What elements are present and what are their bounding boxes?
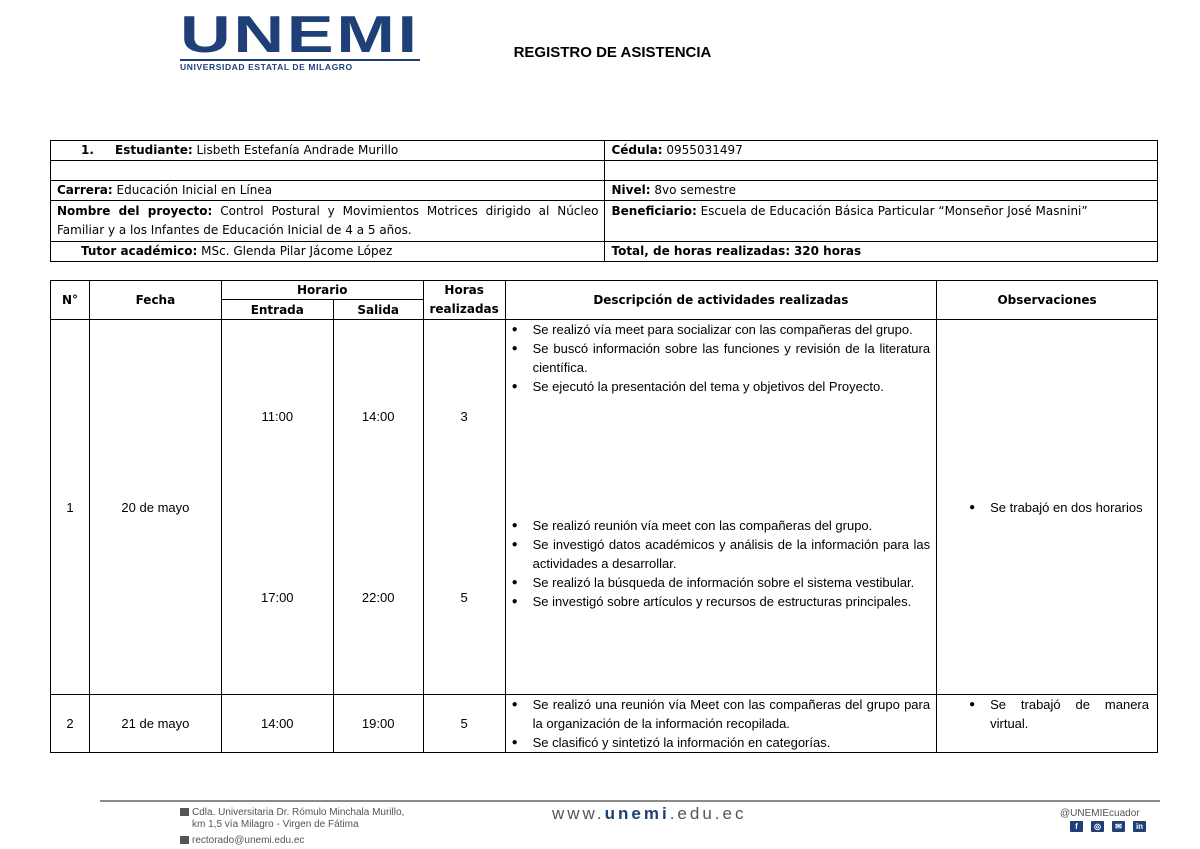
activity-list — [506, 516, 930, 611]
entry-time: 11:00 — [261, 408, 294, 424]
list-item: ● Se trabajó de manera virtual. — [963, 695, 1149, 733]
col-header-hours: Horas realizadas — [423, 281, 505, 320]
row-date: 20 de mayo — [89, 320, 221, 695]
logo-wordmark: UNEMI — [180, 6, 420, 64]
activity-list — [506, 695, 930, 752]
student-info-table — [50, 140, 1158, 262]
total-hours-label: Total, de horas realizadas: — [611, 244, 791, 258]
list-item: ● Se realizó una reunión vía Meet con las compañeras del grupo para la organización de la información recopilada. — [506, 695, 930, 733]
list-item: ● Se investigó datos académicos y análisis de la información para las actividades a desarrollar. — [506, 535, 930, 573]
observation-list — [963, 695, 1149, 733]
address-line-1: Cdla. Universitaria Dr. Rómulo Minchala Murillo, — [192, 807, 405, 818]
tutor-cell — [51, 242, 605, 262]
beneficiary-label: Beneficiario: — [611, 204, 697, 218]
facebook-icon[interactable]: f — [1070, 821, 1083, 832]
document-title: REGISTRO DE ASISTENCIA — [513, 44, 712, 61]
instagram-icon[interactable]: ◎ — [1091, 821, 1104, 832]
col-header-entry: Entrada — [221, 300, 333, 320]
id-value: 0955031497 — [666, 143, 743, 157]
row-num: 1 — [51, 320, 90, 695]
col-header-observations: Observaciones — [937, 281, 1158, 320]
list-item: ● Se ejecutó la presentación del tema y objetivos del Proyecto. — [506, 377, 930, 396]
student-number: 1. — [81, 143, 94, 157]
level-label: Nivel: — [611, 183, 651, 197]
list-item: ● Se trabajó en dos horarios — [963, 498, 1149, 517]
col-header-date: Fecha — [89, 281, 221, 320]
level-cell — [605, 181, 1158, 201]
hours-value: 5 — [460, 589, 468, 605]
col-header-num: N° — [51, 281, 90, 320]
col-header-exit: Salida — [333, 300, 423, 320]
row-description — [505, 320, 936, 695]
table-row — [51, 695, 1158, 753]
total-hours-value: 320 horas — [793, 244, 862, 258]
career-cell — [51, 181, 605, 201]
tutor-value: MSc. Glenda Pilar Jácome López — [201, 244, 393, 258]
list-item: ● Se clasificó y sintetizó la información en categorías. — [506, 733, 930, 752]
student-label: Estudiante: — [115, 143, 193, 157]
tutor-label: Tutor académico: — [81, 244, 198, 258]
hours-value: 5 — [423, 695, 505, 753]
footer-social — [1060, 808, 1146, 832]
student-cell — [51, 141, 605, 161]
mail-icon — [180, 836, 189, 844]
table-row — [51, 320, 1158, 695]
list-item: ● Se realizó reunión vía meet con las compañeras del grupo. — [506, 516, 930, 535]
exit-time: 14:00 — [361, 408, 395, 424]
career-value: Educación Inicial en Línea — [116, 183, 273, 197]
entry-time: 17:00 — [261, 589, 294, 605]
location-icon — [180, 808, 189, 816]
footer-website[interactable] — [552, 804, 746, 824]
empty-cell — [605, 161, 1158, 181]
activity-list — [506, 320, 930, 396]
col-header-schedule: Horario — [221, 281, 423, 300]
list-item: ● Se realizó vía meet para socializar con las compañeras del grupo. — [506, 320, 930, 339]
web-suffix: .edu.ec — [669, 804, 747, 823]
web-prefix: www. — [552, 804, 605, 823]
social-handle: @UNEMIEcuador — [1060, 808, 1140, 819]
row-hours-cell — [423, 320, 505, 695]
exit-time: 19:00 — [333, 695, 423, 753]
footer-address — [180, 807, 404, 847]
list-item: ● Se investigó sobre artículos y recursos de estructuras principales. — [506, 592, 930, 611]
list-item: ● Se buscó información sobre las funciones y revisión de la literatura científica. — [506, 339, 930, 377]
level-value: 8vo semestre — [654, 183, 736, 197]
row-num: 2 — [51, 695, 90, 753]
total-hours-cell — [605, 242, 1158, 262]
row-date: 21 de mayo — [89, 695, 221, 753]
web-brand: unemi — [604, 804, 670, 823]
project-value: Control Postural y Movimientos Motrices dirigido al Núcleo Familiar y a los Infantes de Educación Inicial de 4 a 5 años. — [57, 204, 599, 237]
row-observation — [937, 695, 1158, 753]
address-line-2: km 1,5 vía Milagro - Virgen de Fátima — [192, 819, 359, 830]
footer-email[interactable]: rectorado@unemi.edu.ec — [192, 835, 305, 846]
observation-list — [963, 498, 1149, 517]
exit-time: 22:00 — [361, 589, 395, 605]
logo-subtitle: UNIVERSIDAD ESTATAL DE MILAGRO — [180, 59, 420, 72]
id-label: Cédula: — [611, 143, 663, 157]
list-item: ● Se realizó la búsqueda de información sobre el sistema vestibular. — [506, 573, 930, 592]
linkedin-icon[interactable]: in — [1133, 821, 1146, 832]
beneficiary-value: Escuela de Educación Básica Particular “Monseñor José Masnini” — [700, 204, 1088, 218]
entry-time: 14:00 — [221, 695, 333, 753]
twitter-icon[interactable]: ✉ — [1112, 821, 1125, 832]
col-header-description: Descripción de actividades realizadas — [505, 281, 936, 320]
id-cell — [605, 141, 1158, 161]
student-name: Lisbeth Estefanía Andrade Murillo — [196, 143, 399, 157]
empty-cell — [51, 161, 605, 181]
hours-value: 3 — [460, 408, 468, 424]
row-observation — [937, 320, 1158, 695]
unemi-logo — [180, 6, 425, 72]
career-label: Carrera: — [57, 183, 113, 197]
project-label: Nombre del proyecto: — [57, 204, 213, 218]
beneficiary-cell — [605, 201, 1158, 242]
footer-divider — [100, 800, 1160, 802]
attendance-table — [50, 280, 1158, 753]
row-exit-cell — [333, 320, 423, 695]
project-cell — [51, 201, 605, 242]
row-entry-cell — [221, 320, 333, 695]
row-description — [505, 695, 936, 753]
